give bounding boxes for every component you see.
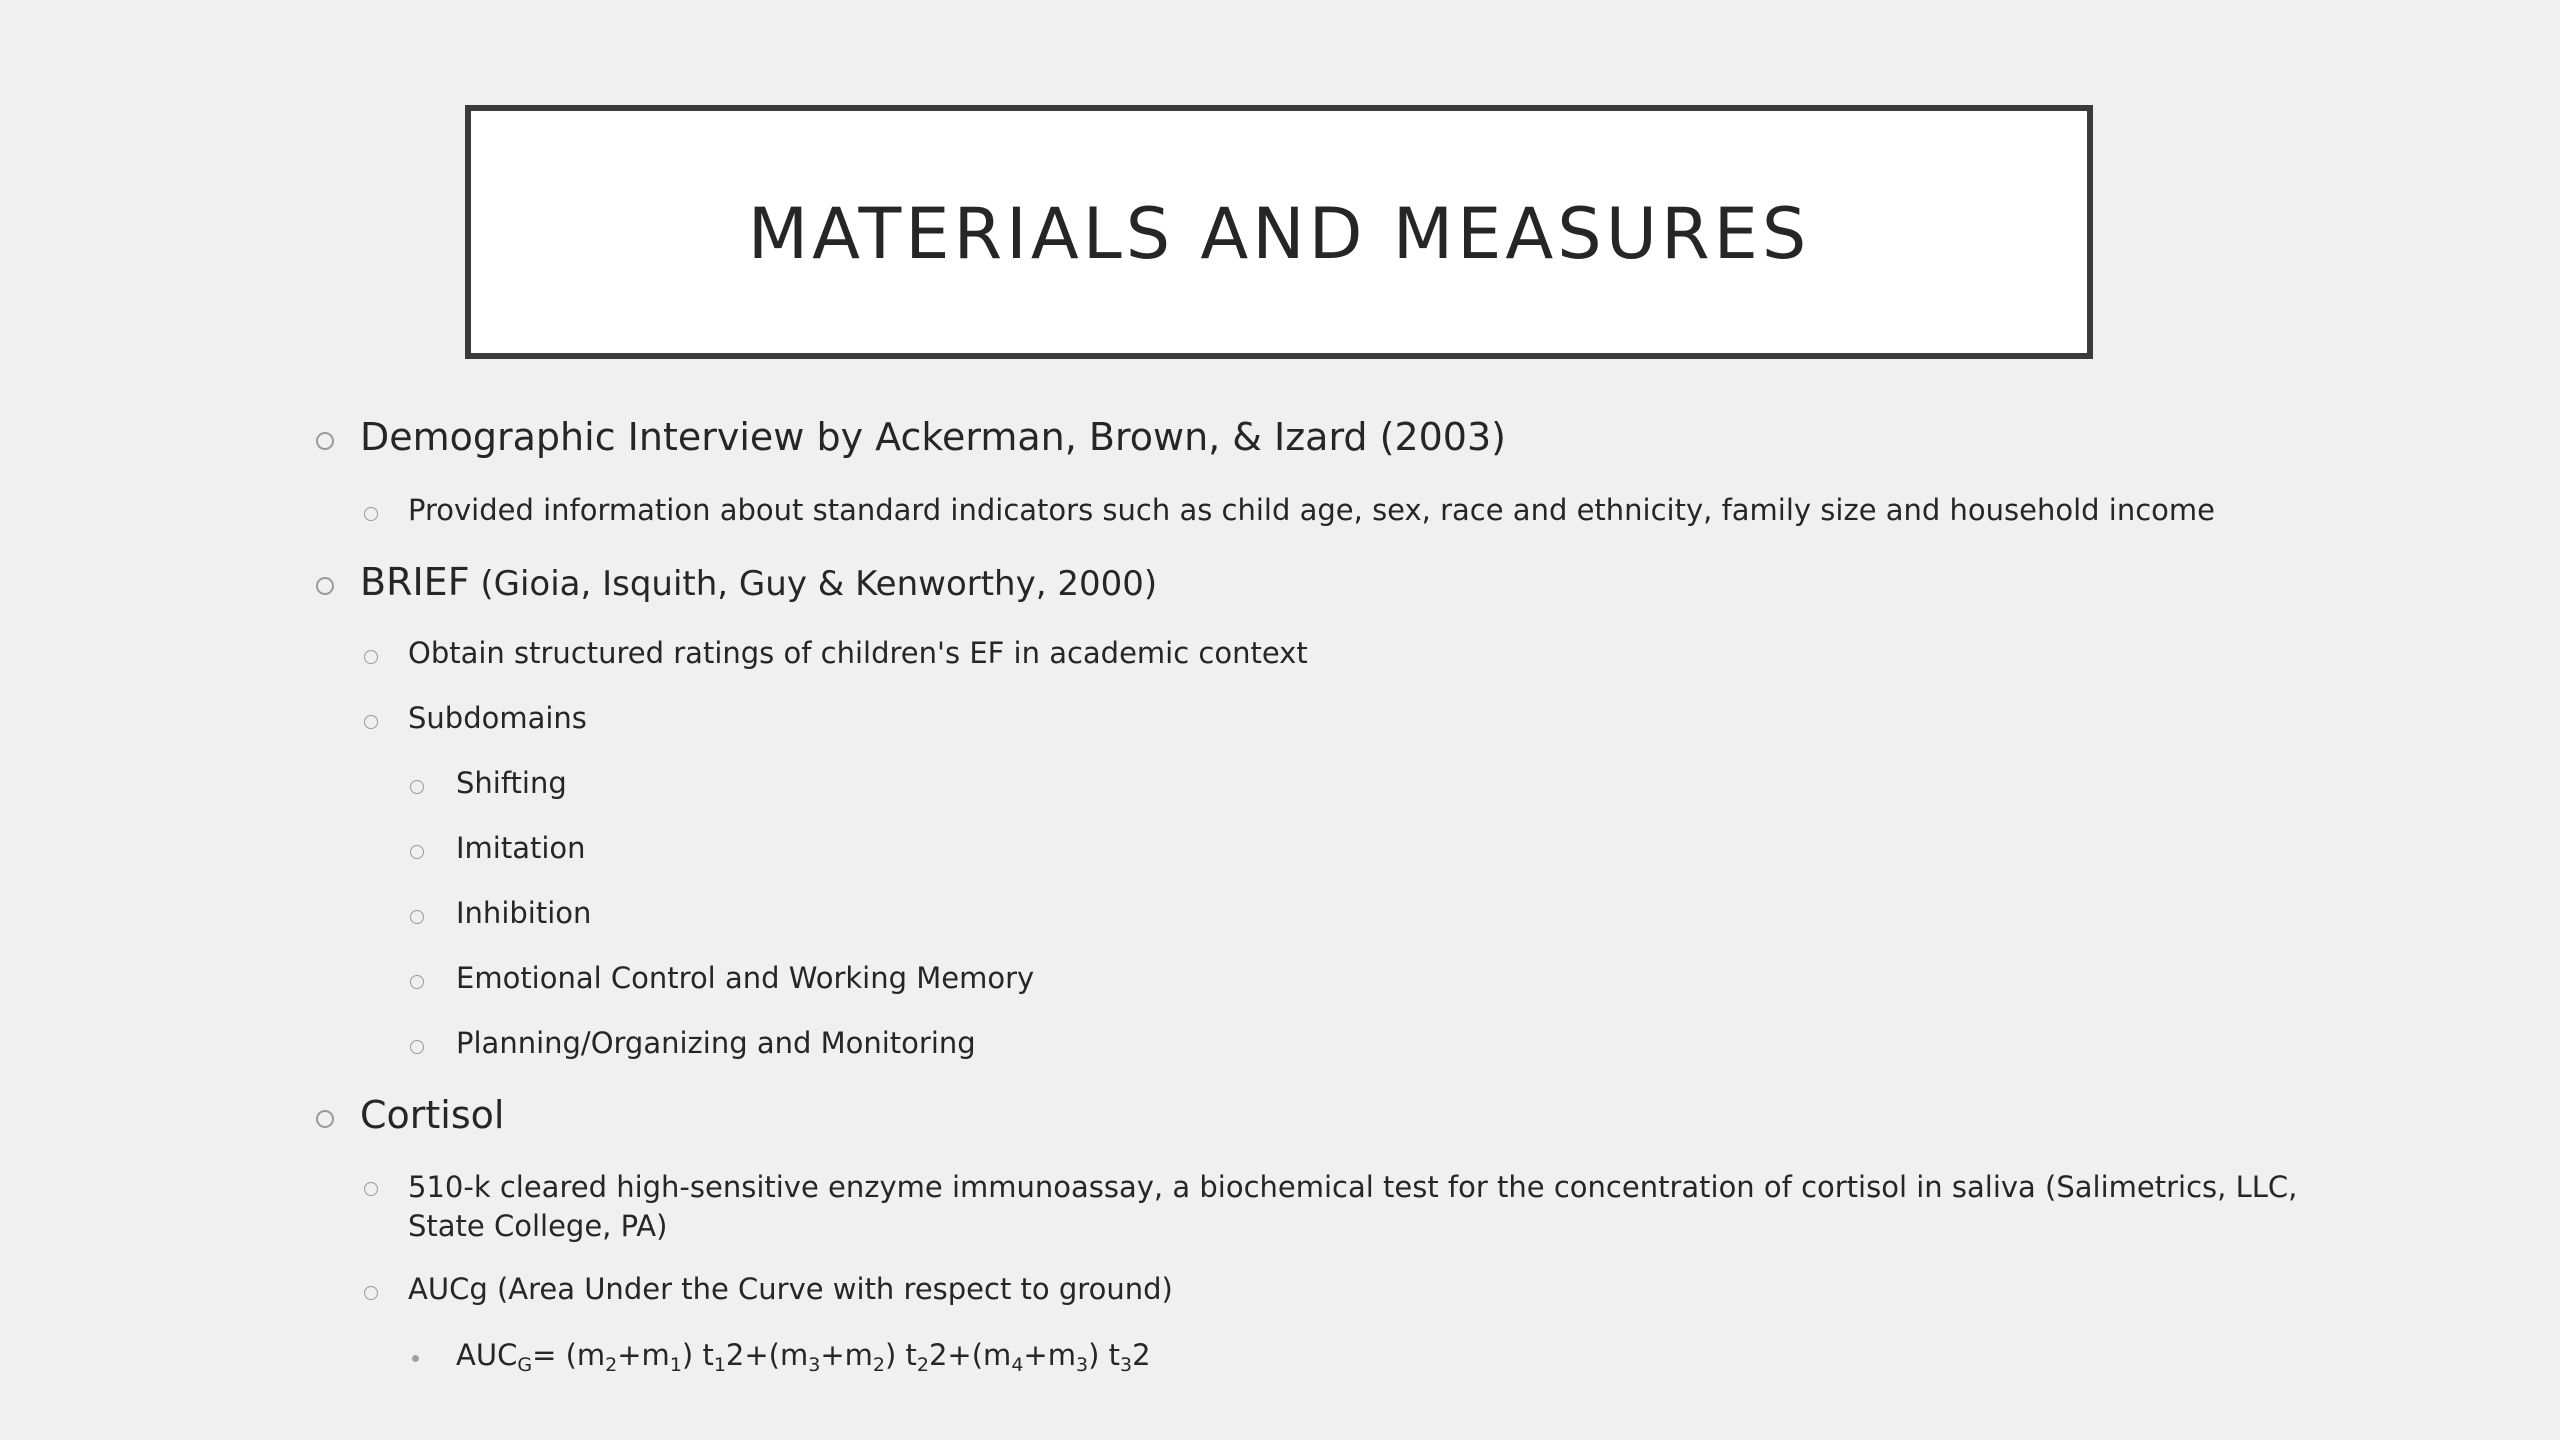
subdomain-item	[456, 896, 591, 930]
bullet-demographic	[360, 415, 1506, 459]
subdomain-text: Inhibition	[456, 896, 592, 930]
bullet-demographic-sub1-text: Provided information about standard indicators such as child age, sex, race and ethnicity, family size and household income	[408, 493, 2216, 527]
bullet-marker	[410, 975, 424, 989]
bullet-cortisol-text: Cortisol	[360, 1093, 505, 1137]
subdomain-item	[456, 766, 567, 800]
bullet-brief-sub2	[408, 701, 587, 735]
subdomain-text: Imitation	[456, 831, 586, 865]
bullet-marker	[410, 1040, 424, 1054]
bullet-brief	[360, 560, 1157, 604]
bullet-cortisol-sub1	[408, 1168, 2308, 1246]
bullet-marker	[364, 1286, 378, 1300]
bullet-brief-main: BRIEF	[360, 560, 470, 604]
bullet-marker	[364, 715, 378, 729]
bullet-demographic-sub1	[408, 493, 2215, 527]
subdomain-text: Emotional Control and Working Memory	[456, 961, 1035, 995]
bullet-dot	[412, 1355, 419, 1362]
subdomain-item	[456, 1026, 976, 1060]
auc-formula: $AUC_G= (m_2+m_1)$ $t_12+(m_3+m_2)$ $t_22+(m_4+m_3)$ $t_32$	[456, 1338, 1151, 1376]
bullet-cortisol-sub1-text: 510-k cleared high-sensitive enzyme immunoassay, a biochemical test for the concentration of cortisol in saliva (Salimetrics, LLC, State College, PA)	[408, 1170, 2298, 1243]
bullet-marker	[410, 910, 424, 924]
bullet-brief-sub1	[408, 636, 1308, 670]
bullet-marker	[316, 1110, 334, 1128]
slide-title: MATERIALS AND MEASURES	[747, 193, 1811, 275]
bullet-brief-cite: (Gioia, Isquith, Guy & Kenworthy, 2000)	[469, 564, 1158, 604]
bullet-cortisol	[360, 1093, 504, 1137]
bullet-marker	[410, 845, 424, 859]
bullet-brief-text	[360, 560, 1157, 604]
subdomain-text: Planning/Organizing and Monitoring	[456, 1026, 976, 1060]
bullet-marker	[364, 650, 378, 664]
bullet-brief-sub1-text: Obtain structured ratings of children's EF in academic context	[408, 636, 1308, 670]
formula-item	[456, 1338, 1151, 1376]
bullet-marker	[364, 1182, 378, 1196]
bullet-brief-sub2-text: Subdomains	[408, 701, 587, 735]
bullet-marker	[316, 432, 334, 450]
subdomain-text: Shifting	[456, 766, 567, 800]
bullet-demographic-text: Demographic Interview by Ackerman, Brown, & Izard (2003)	[360, 415, 1506, 459]
subdomain-item	[456, 961, 1034, 995]
bullet-cortisol-sub2-text: AUCg (Area Under the Curve with respect to ground)	[408, 1272, 1173, 1306]
bullet-marker	[364, 507, 378, 521]
bullet-cortisol-sub2	[408, 1272, 1173, 1306]
bullet-marker	[316, 577, 334, 595]
bullet-marker	[410, 780, 424, 794]
subdomain-item	[456, 831, 586, 865]
